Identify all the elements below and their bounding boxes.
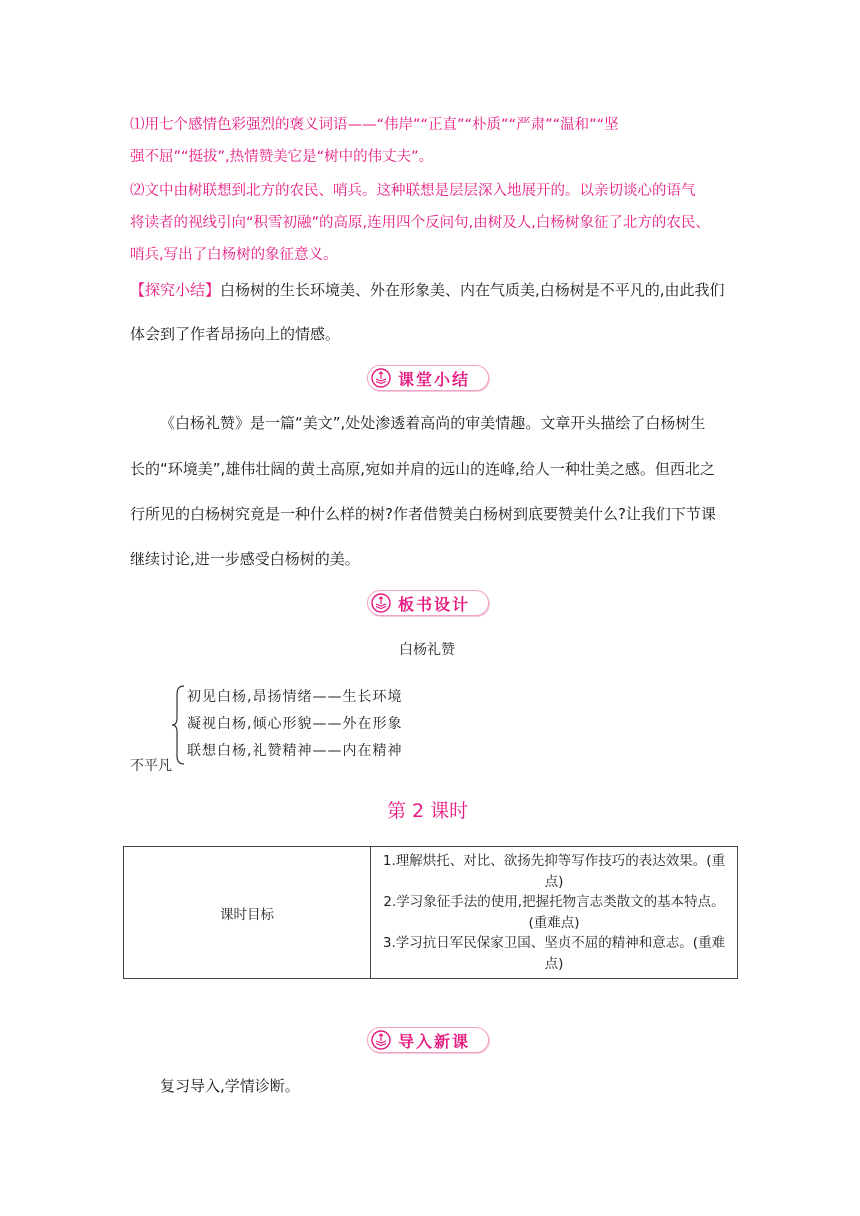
explore-summary-line1: 白杨树的生长环境美、外在形象美、内在气质美,白杨树是不平凡的,由此我们 [220, 281, 725, 299]
goal-item-3: 3.学习抗日军民保家卫国、坚贞不屈的精神和意志。(重难点) [382, 935, 726, 972]
explore-summary-tag: 【探究小结】 [130, 281, 221, 299]
analysis-point2-line3: 哨兵,写出了白杨树的象征意义。 [130, 247, 338, 263]
analysis-point1-line1: ⑴用七个感情色彩强烈的褒义词语——“伟岸”“正直”“朴质”“严肃”“温和”“坚 [130, 117, 619, 133]
book-icon [371, 368, 391, 388]
class-summary-line4: 继续讨论,进一步感受白杨树的美。 [130, 550, 360, 568]
goal-item-1: 1.理解烘托、对比、欲扬先抑等写作技巧的表达效果。(重点) [382, 853, 726, 890]
analysis-point1-line2: 强不屈”“挺拔”,热情赞美它是“树中的伟丈夫”。 [130, 149, 434, 165]
section-badge-board-design [367, 590, 489, 616]
lesson-goals-table [123, 846, 738, 979]
analysis-point2-line1: ⑵文中由树联想到北方的农民、哨兵。这种联想是层层深入地展开的。以亲切谈心的语气 [130, 183, 696, 199]
intro-text: 复习导入,学情诊断。 [160, 1077, 300, 1095]
board-left-label: 不平凡 [130, 758, 172, 774]
section-title-board-design: 板书设计 [398, 595, 471, 614]
lesson2-heading: 第 2 课时 [387, 800, 469, 822]
explore-summary [130, 278, 725, 302]
analysis-point2-line2: 将读者的视线引向“积雪初融”的高原,连用四个反问句,由树及人,白杨树象征了北方的农民、 [130, 215, 710, 231]
board-row-2: 凝视白杨,倾心形貌——外在形象 [187, 716, 403, 732]
table-row [124, 847, 738, 979]
goal-label-cell: 课时目标 [124, 847, 371, 979]
book-icon [371, 593, 391, 613]
section-badge-class-summary [367, 365, 489, 391]
class-summary-line2: 长的“环境美”,雄伟壮阔的黄土高原,宛如并肩的远山的连峰,给人一种壮美之感。但西北之 [130, 460, 715, 478]
class-summary-line1: 《白杨礼赞》是一篇“美文”,处处渗透着高尚的审美情趣。文章开头描绘了白杨树生 [160, 414, 706, 432]
brace-icon [170, 684, 186, 766]
class-summary-line3: 行所见的白杨树究竟是一种什么样的树?作者借赞美白杨树到底要赞美什么?让我们下节课 [130, 505, 716, 523]
explore-summary-line2: 体会到了作者昂扬向上的情感。 [130, 325, 341, 343]
goal-item-2: 2.学习象征手法的使用,把握托物言志类散文的基本特点。(重难点) [383, 894, 725, 931]
section-title-intro: 导入新课 [398, 1032, 471, 1051]
book-icon [371, 1030, 391, 1050]
goal-list-cell [371, 847, 738, 979]
section-title-class-summary: 课堂小结 [398, 370, 471, 389]
board-row-1: 初见白杨,昂扬情绪——生长环境 [187, 689, 403, 705]
board-row-3: 联想白杨,礼赞精神——内在精神 [187, 743, 403, 759]
board-title: 白杨礼赞 [399, 642, 455, 658]
section-badge-intro [367, 1027, 489, 1053]
